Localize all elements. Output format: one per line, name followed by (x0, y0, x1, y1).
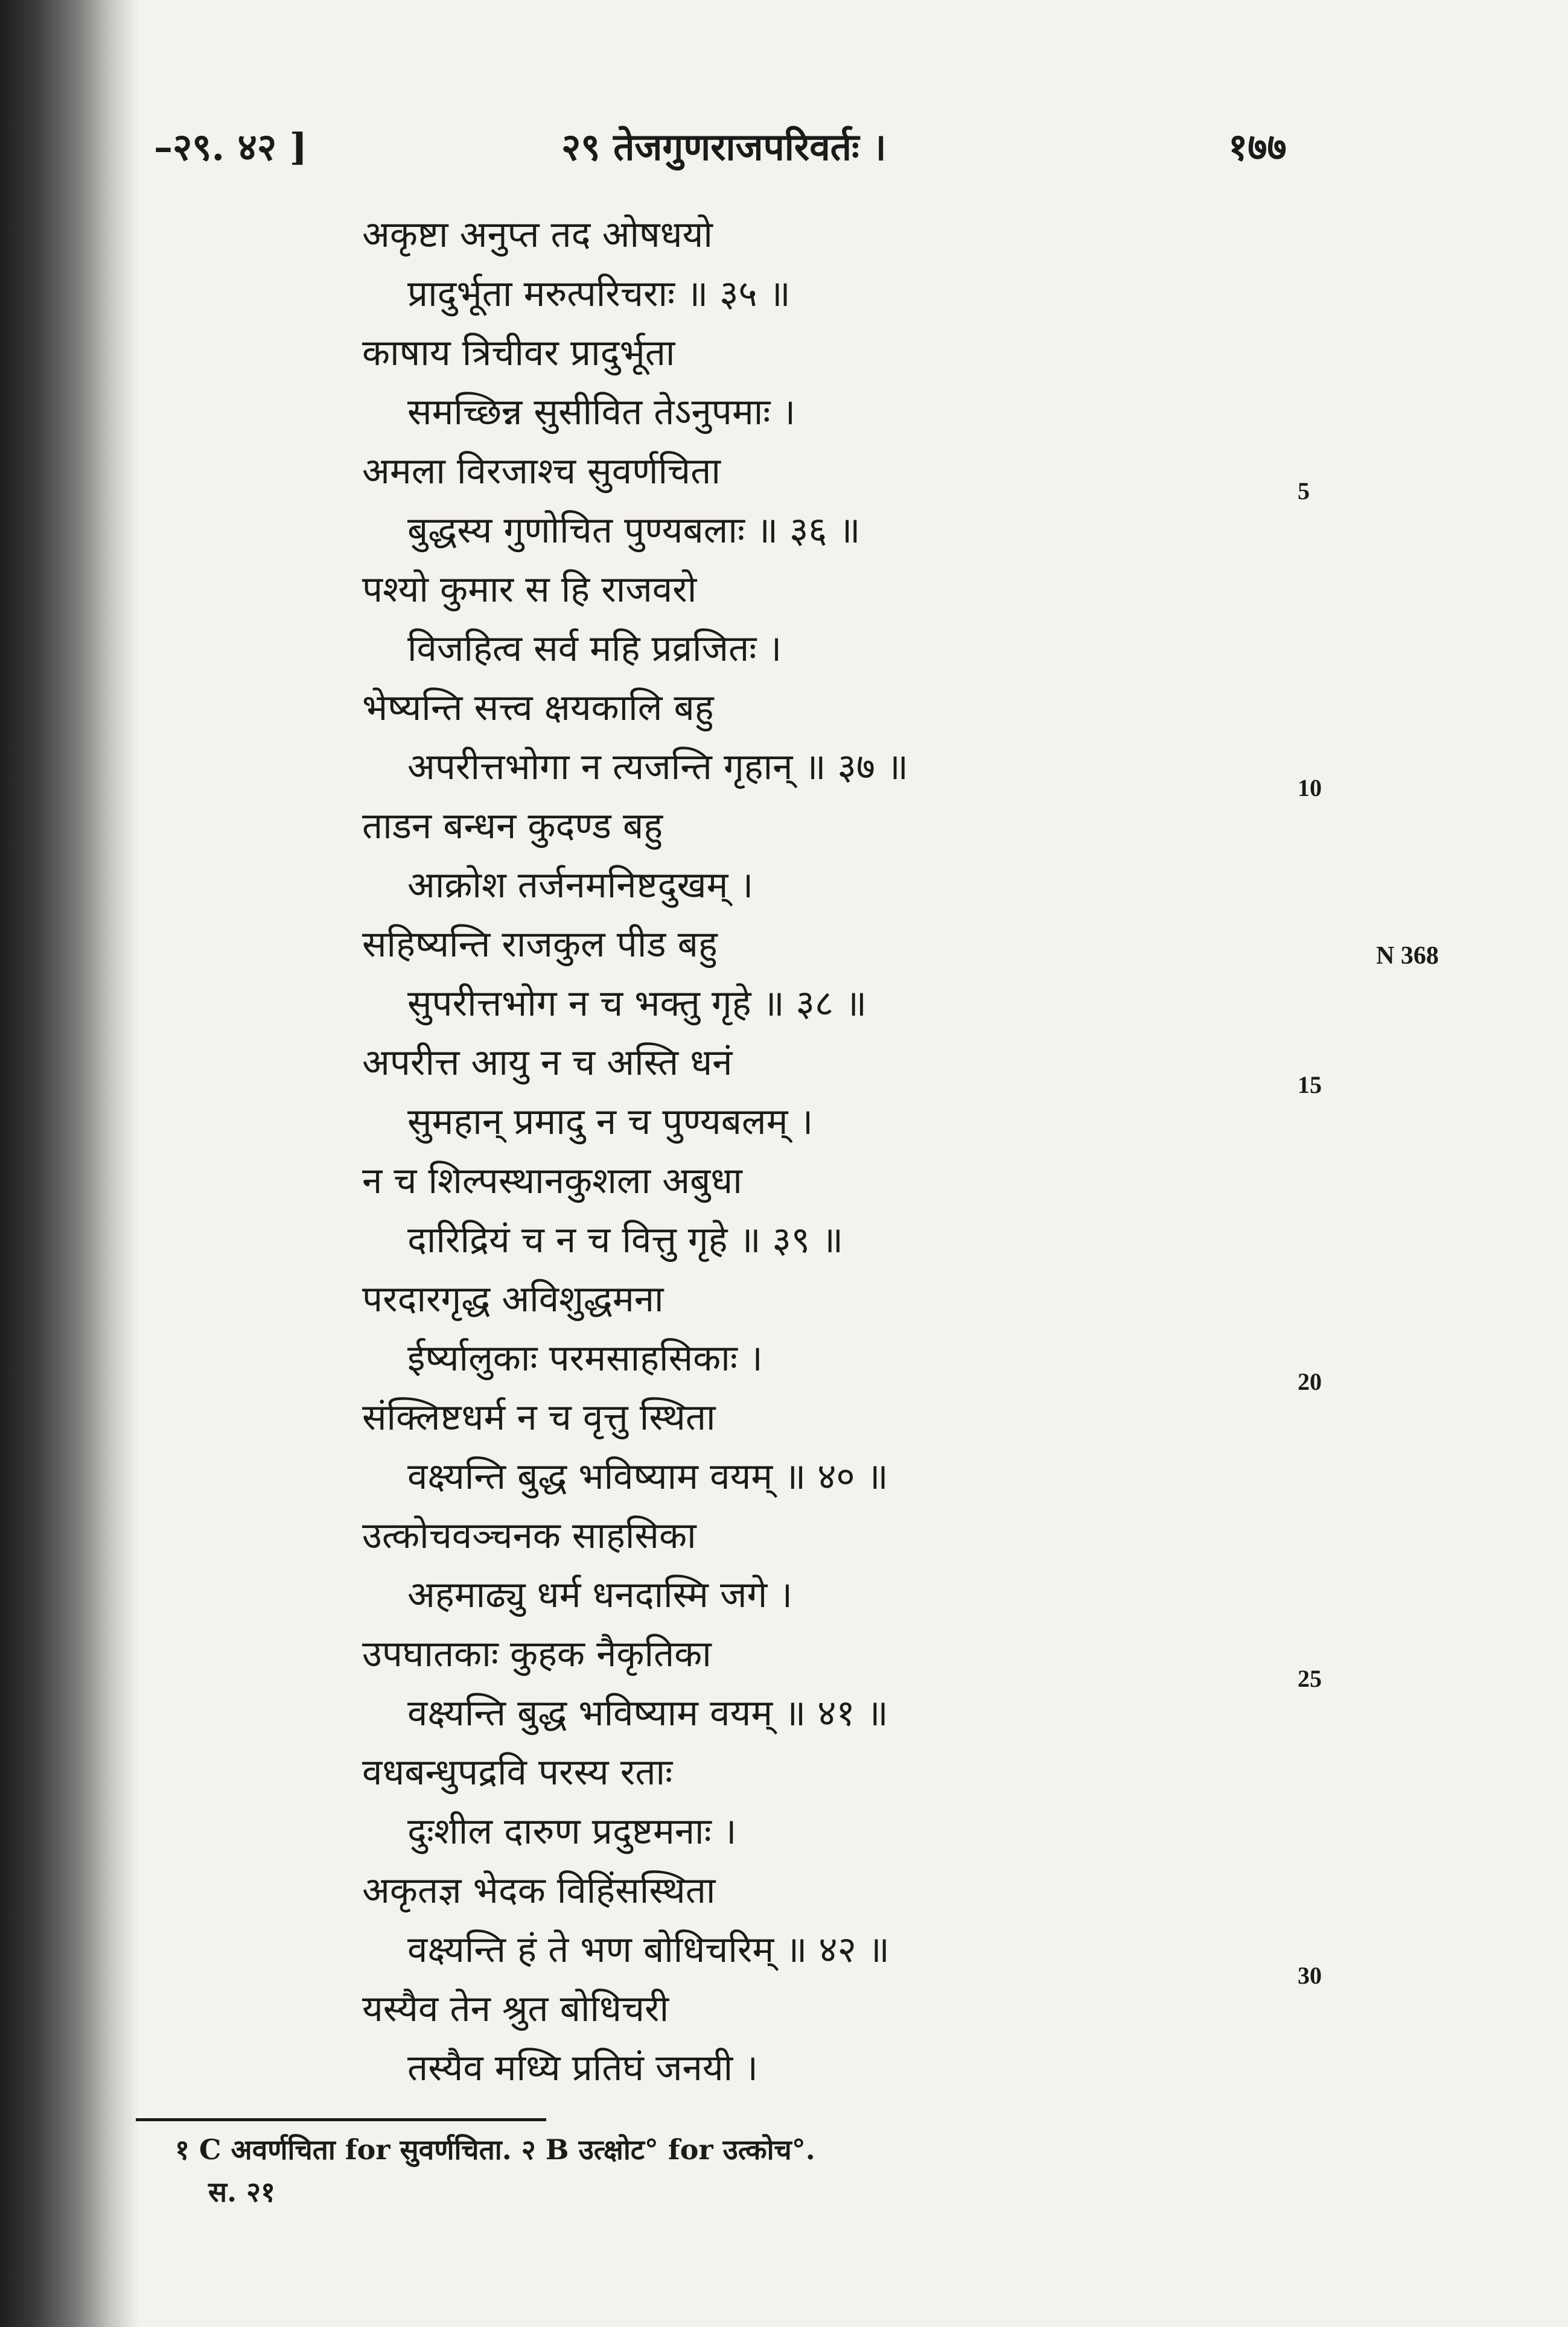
verse-line: यस्यैव तेन श्रुत बोधिचरी (362, 1988, 669, 2030)
verse-line: तस्यैव मध्यि प्रतिघं जनयी । (407, 2047, 759, 2089)
verse-line: उपघातकाः कुहक नैकृतिका (362, 1633, 712, 1675)
verse-line: अकृतज्ञ भेदक विहिंसस्थिता (362, 1870, 716, 1912)
verse-line: भेष्यन्ति सत्त्व क्षयकालि बहु (362, 687, 714, 729)
margin-line-number: 15 (1298, 1071, 1322, 1098)
manuscript-reference: N 368 (1376, 942, 1439, 970)
margin-line-number: 10 (1298, 774, 1322, 801)
verse-line: प्रादुर्भूता मरुत्परिचराः ॥ ३५ ॥ (407, 273, 791, 315)
verse-line: न च शिल्पस्थानकुशला अबुधा (362, 1160, 742, 1202)
page-number: १७७ (1228, 125, 1287, 169)
verse-line: विजहित्व सर्व महि प्रव्रजितः । (407, 628, 782, 670)
verse-line: समच्छिन्न सुसीवित तेऽनुपमाः । (407, 391, 796, 433)
verse-line: अपरीत्तभोगा न त्यजन्ति गृहान् ॥ ३७ ॥ (407, 746, 908, 788)
verse-line: सुपरीत्तभोग न च भक्तु गृहे ॥ ३८ ॥ (407, 982, 867, 1025)
verse-line: दारिद्रियं च न च वित्तु गृहे ॥ ३९ ॥ (407, 1219, 844, 1261)
verse-range: –२९. ४२ ] (154, 125, 308, 169)
verse-line: वक्ष्यन्ति बुद्ध भविष्याम वयम् ॥ ४० ॥ (407, 1456, 888, 1498)
verse-line: आक्रोश तर्जनमनिष्टदुखम् । (407, 864, 754, 906)
binding-shadow (0, 0, 139, 2327)
verse-line: दुःशील दारुण प्रदुष्टमनाः । (407, 1810, 737, 1853)
verse-line: अकृष्टा अनुप्त तद ओषधयो (362, 214, 713, 256)
verse-line: उत्कोचवञ्चनक साहसिका (362, 1515, 696, 1557)
verse-line: अपरीत्त आयु न च अस्ति धनं (362, 1042, 733, 1084)
verse-line: पश्यो कुमार स हि राजवरो (362, 568, 697, 611)
verse-line: अहमाढ्यु धर्म धनदास्मि जगे । (407, 1574, 793, 1616)
verse-line: ईर्ष्यालुकाः परमसाहसिकाः । (407, 1337, 763, 1380)
verse-line: सुमहान् प्रमादु न च पुण्यबलम् । (407, 1101, 814, 1143)
margin-line-number: 30 (1298, 1962, 1322, 1989)
verse-line: वधबन्धुपद्रवि परस्य रताः (362, 1751, 673, 1794)
verse-line: वक्ष्यन्ति हं ते भण बोधिचरिम् ॥ ४२ ॥ (407, 1929, 890, 1971)
verse-line: काषाय त्रिचीवर प्रादुर्भूता (362, 332, 675, 374)
verse-line: बुद्धस्य गुणोचित पुण्यबलाः ॥ ३६ ॥ (407, 509, 861, 552)
verse-line: अमला विरजाश्च सुवर्णचिता (362, 450, 721, 492)
verse-line: संक्लिष्टधर्म न च वृत्तु स्थिता (362, 1396, 716, 1439)
verse-line: सहिष्यन्ति राजकुल पीड बहु (362, 923, 718, 966)
chapter-title: २९ तेजगुणराजपरिवर्तः । (561, 125, 887, 169)
verse-line: परदारगृद्ध अविशुद्धमना (362, 1278, 664, 1320)
margin-line-number: 20 (1298, 1368, 1322, 1395)
page-header (0, 121, 1568, 175)
margin-line-number: 5 (1298, 477, 1310, 505)
signature-mark: स. २१ (208, 2176, 275, 2208)
margin-line-number: 25 (1298, 1665, 1322, 1692)
verse-line: वक्ष्यन्ति बुद्ध भविष्याम वयम् ॥ ४१ ॥ (407, 1692, 888, 1734)
footnote-rule (136, 2118, 546, 2121)
footnote: १ C अवर्णचिता for सुवर्णचिता. २ B उत्क्षोट° for उत्कोच°. (175, 2133, 815, 2166)
verse-line: ताडन बन्धन कुदण्ड बहु (362, 805, 663, 847)
